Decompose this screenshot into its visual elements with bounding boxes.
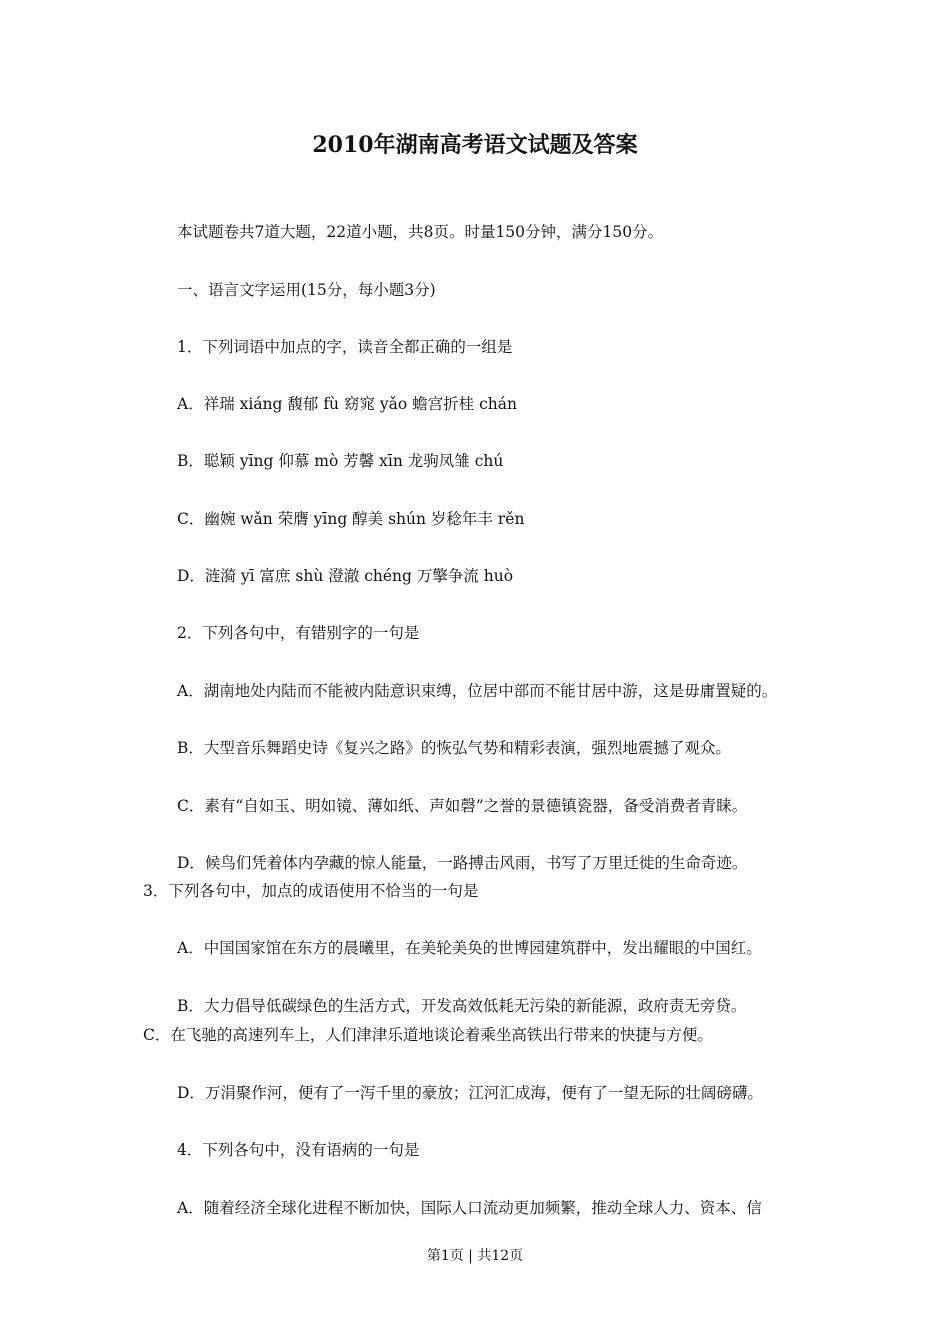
question-3: 3．下列各句中，加点的成语使用不恰当的一句是 — [143, 882, 479, 900]
section-heading: 一、语言文字运用(15分，每小题3分) — [177, 281, 436, 299]
q2-option-b: B．大型音乐舞蹈史诗《复兴之路》的恢弘气势和精彩表演，强烈地震撼了观众。 — [177, 739, 731, 757]
question-4: 4．下列各句中，没有语病的一句是 — [177, 1141, 420, 1159]
exam-intro: 本试题卷共7道大题，22道小题，共8页。时量150分钟，满分150分。 — [177, 223, 664, 241]
question-2: 2．下列各句中，有错别字的一句是 — [177, 624, 420, 642]
page-footer: 第1页 | 共12页 — [426, 1248, 524, 1264]
document-title: 2010年湖南高考语文试题及答案 — [312, 132, 638, 158]
q3-option-c: C．在飞驰的高速列车上，人们津津乐道地谈论着乘坐高铁出行带来的快捷与方便。 — [143, 1026, 713, 1044]
q1-option-b: B．聪颖 yīng 仰慕 mò 芳馨 xīn 龙驹凤雏 chú — [177, 452, 504, 470]
q1-option-a: A．祥瑞 xiáng 馥郁 fù 窈窕 yǎo 蟾宫折桂 chán — [177, 395, 517, 413]
q3-option-b: B．大力倡导低碳绿色的生活方式，开发高效低耗无污染的新能源，政府责无旁贷。 — [177, 997, 747, 1015]
q2-option-d: D．候鸟们凭着体内孕藏的惊人能量，一路搏击风雨，书写了万里迁徙的生命奇迹。 — [177, 854, 748, 872]
q2-option-c: C．素有“自如玉、明如镜、薄如纸、声如磬”之誉的景德镇瓷器，备受消费者青睐。 — [177, 797, 748, 815]
q2-option-a: A．湖南地处内陆而不能被内陆意识束缚，位居中部而不能甘居中游，这是毋庸置疑的。 — [177, 682, 778, 700]
q1-option-c: C．幽婉 wǎn 荣膺 yīng 醇美 shún 岁稔年丰 rěn — [177, 510, 525, 528]
q3-option-d: D．万涓聚作河，便有了一泻千里的豪放；江河汇成海，便有了一望无际的壮阔磅礴。 — [177, 1084, 763, 1102]
q4-option-a: A．随着经济全球化进程不断加快，国际人口流动更加频繁，推动全球人力、资本、信 — [177, 1199, 762, 1217]
q3-option-a: A．中国国家馆在东方的晨曦里，在美轮美奂的世博园建筑群中，发出耀眼的中国红。 — [177, 939, 762, 957]
question-1: 1．下列词语中加点的字，读音全都正确的一组是 — [177, 338, 513, 356]
q1-option-d: D．涟漪 yī 富庶 shù 澄澈 chéng 万擎争流 huò — [177, 567, 514, 585]
